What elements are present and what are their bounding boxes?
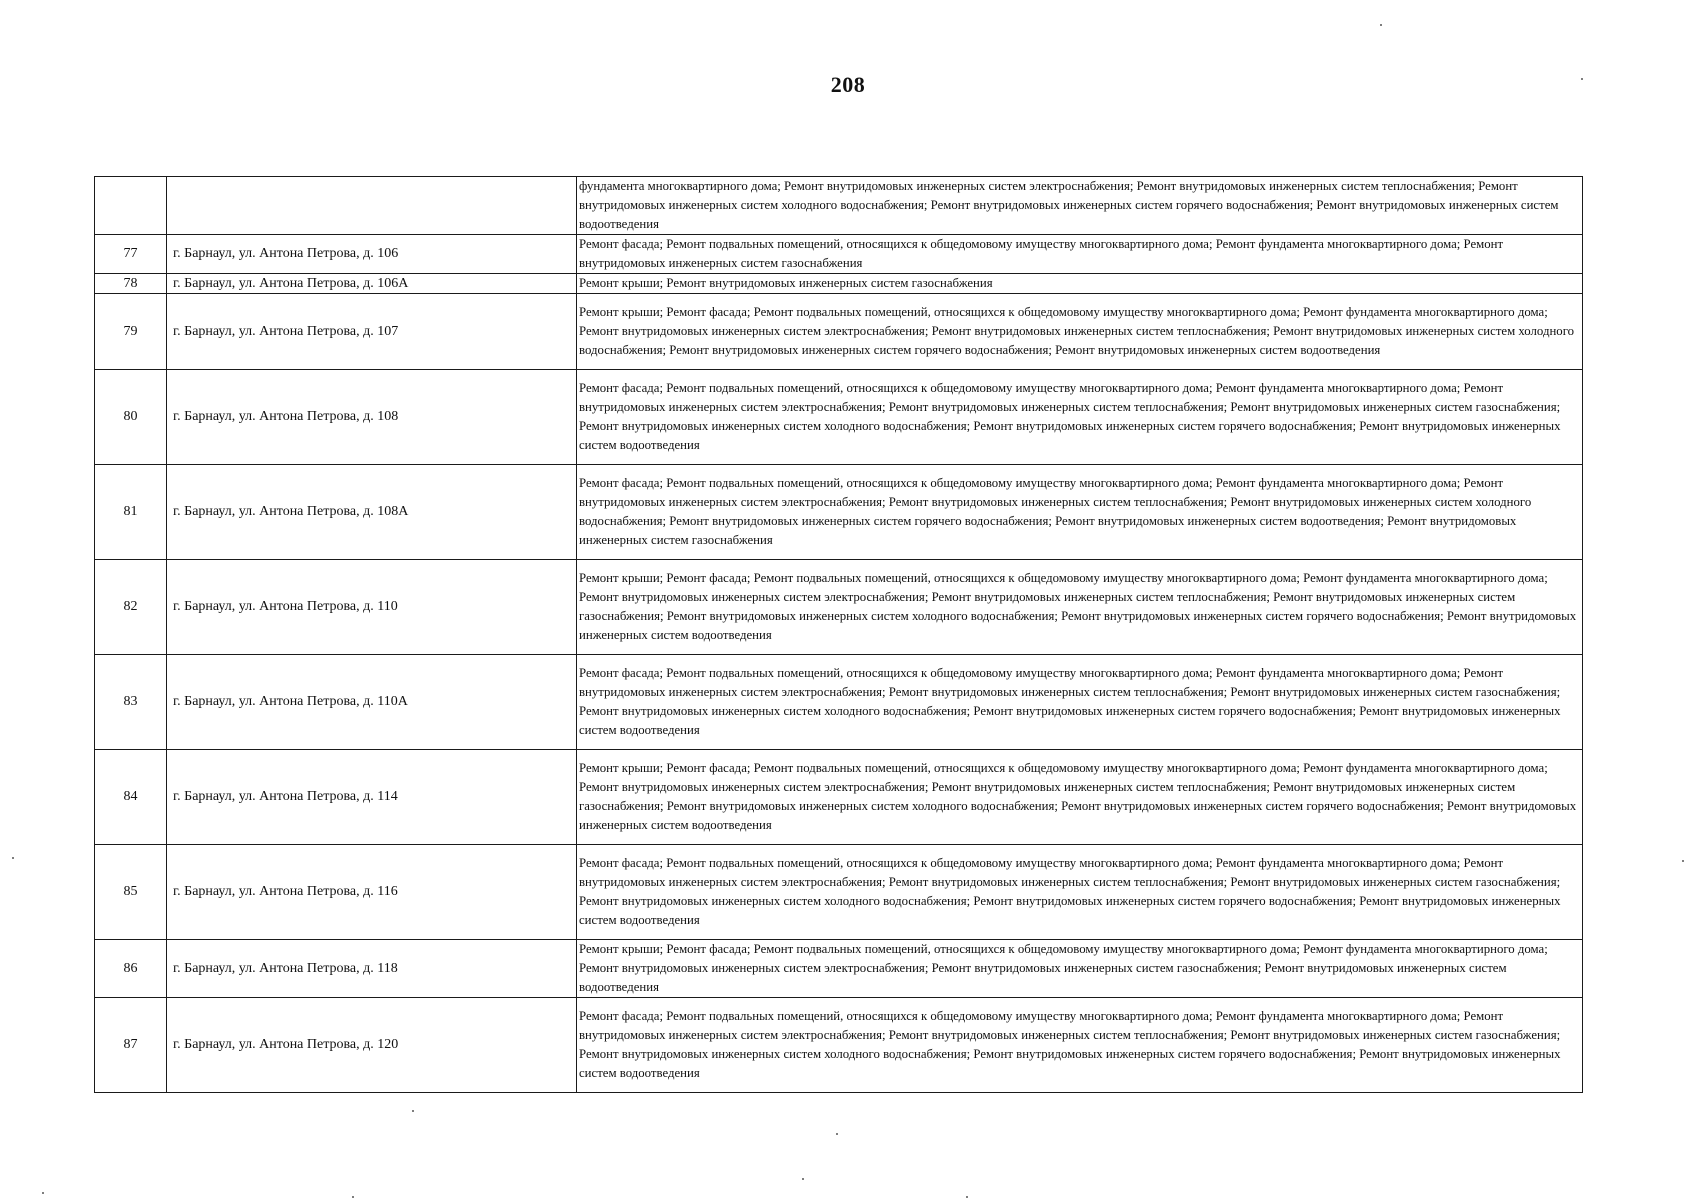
repair-works-table <box>94 176 1583 1093</box>
table-row <box>95 560 1583 655</box>
row-address: г. Барнаул, ул. Антона Петрова, д. 116 <box>167 845 577 940</box>
scan-speck <box>836 1133 838 1135</box>
row-works: Ремонт фасада; Ремонт подвальных помещений, относящихся к общедомовому имуществу многоквартирного дома; Ремонт фундамента многоквартирного дома; Ремонт внутридомовых инженерных систем газоснабжения <box>577 235 1583 274</box>
row-number: 83 <box>95 655 167 750</box>
scan-speck <box>12 857 14 859</box>
row-address: г. Барнаул, ул. Антона Петрова, д. 118 <box>167 940 577 998</box>
scan-speck <box>1581 78 1583 80</box>
table-row <box>95 274 1583 294</box>
row-address: г. Барнаул, ул. Антона Петрова, д. 110 <box>167 560 577 655</box>
row-works: Ремонт крыши; Ремонт фасада; Ремонт подвальных помещений, относящихся к общедомовому имуществу многоквартирного дома; Ремонт фундамента многоквартирного дома; Ремонт внутридомовых инженерных систем электроснабжения; Ремонт внутридомовых инженерных систем теплоснабжения; Ремонт внутридомовых инженерных систем холодного водоснабжения; Ремонт внутридомовых инженерных систем горячего водоснабжения; Ремонт внутридомовых инженерных систем водоотведения <box>577 294 1583 370</box>
row-number: 85 <box>95 845 167 940</box>
row-number: 82 <box>95 560 167 655</box>
row-works: Ремонт фасада; Ремонт подвальных помещений, относящихся к общедомовому имуществу многоквартирного дома; Ремонт фундамента многоквартирного дома; Ремонт внутридомовых инженерных систем электроснабжения; Ремонт внутридомовых инженерных систем теплоснабжения; Ремонт внутридомовых инженерных систем газоснабжения; Ремонт внутридомовых инженерных систем холодного водоснабжения; Ремонт внутридомовых инженерных систем горячего водоснабжения; Ремонт внутридомовых инженерных систем водоотведения <box>577 655 1583 750</box>
row-address: г. Барнаул, ул. Антона Петрова, д. 120 <box>167 998 577 1093</box>
row-number: 80 <box>95 370 167 465</box>
row-address <box>167 177 577 235</box>
row-address: г. Барнаул, ул. Антона Петрова, д. 106А <box>167 274 577 294</box>
row-works: Ремонт крыши; Ремонт фасада; Ремонт подвальных помещений, относящихся к общедомовому имуществу многоквартирного дома; Ремонт фундамента многоквартирного дома; Ремонт внутридомовых инженерных систем электроснабжения; Ремонт внутридомовых инженерных систем газоснабжения; Ремонт внутридомовых инженерных систем водоотведения <box>577 940 1583 998</box>
row-address: г. Барнаул, ул. Антона Петрова, д. 110А <box>167 655 577 750</box>
table-row <box>95 655 1583 750</box>
row-number: 84 <box>95 750 167 845</box>
row-works: Ремонт крыши; Ремонт фасада; Ремонт подвальных помещений, относящихся к общедомовому имуществу многоквартирного дома; Ремонт фундамента многоквартирного дома; Ремонт внутридомовых инженерных систем электроснабжения; Ремонт внутридомовых инженерных систем теплоснабжения; Ремонт внутридомовых инженерных систем газоснабжения; Ремонт внутридомовых инженерных систем холодного водоснабжения; Ремонт внутридомовых инженерных систем горячего водоснабжения; Ремонт внутридомовых инженерных систем водоотведения <box>577 750 1583 845</box>
scan-speck <box>802 1178 804 1180</box>
row-works: Ремонт крыши; Ремонт фасада; Ремонт подвальных помещений, относящихся к общедомовому имуществу многоквартирного дома; Ремонт фундамента многоквартирного дома; Ремонт внутридомовых инженерных систем электроснабжения; Ремонт внутридомовых инженерных систем теплоснабжения; Ремонт внутридомовых инженерных систем газоснабжения; Ремонт внутридомовых инженерных систем холодного водоснабжения; Ремонт внутридомовых инженерных систем горячего водоснабжения; Ремонт внутридомовых инженерных систем водоотведения <box>577 560 1583 655</box>
table-row <box>95 370 1583 465</box>
scan-speck <box>1682 860 1684 862</box>
table-row <box>95 465 1583 560</box>
row-number: 78 <box>95 274 167 294</box>
row-works: Ремонт фасада; Ремонт подвальных помещений, относящихся к общедомовому имуществу многоквартирного дома; Ремонт фундамента многоквартирного дома; Ремонт внутридомовых инженерных систем электроснабжения; Ремонт внутридомовых инженерных систем теплоснабжения; Ремонт внутридомовых инженерных систем газоснабжения; Ремонт внутридомовых инженерных систем холодного водоснабжения; Ремонт внутридомовых инженерных систем горячего водоснабжения; Ремонт внутридомовых инженерных систем водоотведения <box>577 845 1583 940</box>
table-row <box>95 845 1583 940</box>
table-row <box>95 294 1583 370</box>
row-works: фундамента многоквартирного дома; Ремонт внутридомовых инженерных систем электроснабжения; Ремонт внутридомовых инженерных систем теплоснабжения; Ремонт внутридомовых инженерных систем холодного водоснабжения; Ремонт внутридомовых инженерных систем горячего водоснабжения; Ремонт внутридомовых инженерных систем водоотведения <box>577 177 1583 235</box>
scan-speck <box>42 1192 44 1194</box>
row-number: 77 <box>95 235 167 274</box>
scan-speck <box>352 1196 354 1198</box>
table-row <box>95 235 1583 274</box>
row-address: г. Барнаул, ул. Антона Петрова, д. 108А <box>167 465 577 560</box>
row-number: 87 <box>95 998 167 1093</box>
row-number: 81 <box>95 465 167 560</box>
table-row <box>95 750 1583 845</box>
scan-speck <box>412 1110 414 1112</box>
table-row <box>95 940 1583 998</box>
row-works: Ремонт фасада; Ремонт подвальных помещений, относящихся к общедомовому имуществу многоквартирного дома; Ремонт фундамента многоквартирного дома; Ремонт внутридомовых инженерных систем электроснабжения; Ремонт внутридомовых инженерных систем теплоснабжения; Ремонт внутридомовых инженерных систем газоснабжения; Ремонт внутридомовых инженерных систем холодного водоснабжения; Ремонт внутридомовых инженерных систем горячего водоснабжения; Ремонт внутридомовых инженерных систем водоотведения <box>577 998 1583 1093</box>
row-works: Ремонт фасада; Ремонт подвальных помещений, относящихся к общедомовому имуществу многоквартирного дома; Ремонт фундамента многоквартирного дома; Ремонт внутридомовых инженерных систем электроснабжения; Ремонт внутридомовых инженерных систем теплоснабжения; Ремонт внутридомовых инженерных систем холодного водоснабжения; Ремонт внутридомовых инженерных систем горячего водоснабжения; Ремонт внутридомовых инженерных систем водоотведения; Ремонт внутридомовых инженерных систем газоснабжения <box>577 465 1583 560</box>
row-address: г. Барнаул, ул. Антона Петрова, д. 114 <box>167 750 577 845</box>
row-address: г. Барнаул, ул. Антона Петрова, д. 107 <box>167 294 577 370</box>
row-address: г. Барнаул, ул. Антона Петрова, д. 106 <box>167 235 577 274</box>
page-number: 208 <box>830 72 866 97</box>
row-number <box>95 177 167 235</box>
row-number: 79 <box>95 294 167 370</box>
row-number: 86 <box>95 940 167 998</box>
table-row <box>95 998 1583 1093</box>
row-works: Ремонт фасада; Ремонт подвальных помещений, относящихся к общедомовому имуществу многоквартирного дома; Ремонт фундамента многоквартирного дома; Ремонт внутридомовых инженерных систем электроснабжения; Ремонт внутридомовых инженерных систем теплоснабжения; Ремонт внутридомовых инженерных систем газоснабжения; Ремонт внутридомовых инженерных систем холодного водоснабжения; Ремонт внутридомовых инженерных систем горячего водоснабжения; Ремонт внутридомовых инженерных систем водоотведения <box>577 370 1583 465</box>
row-address: г. Барнаул, ул. Антона Петрова, д. 108 <box>167 370 577 465</box>
scan-speck <box>1380 24 1382 26</box>
table-row <box>95 177 1583 235</box>
scan-speck <box>966 1196 968 1198</box>
row-works: Ремонт крыши; Ремонт внутридомовых инженерных систем газоснабжения <box>577 274 1583 294</box>
